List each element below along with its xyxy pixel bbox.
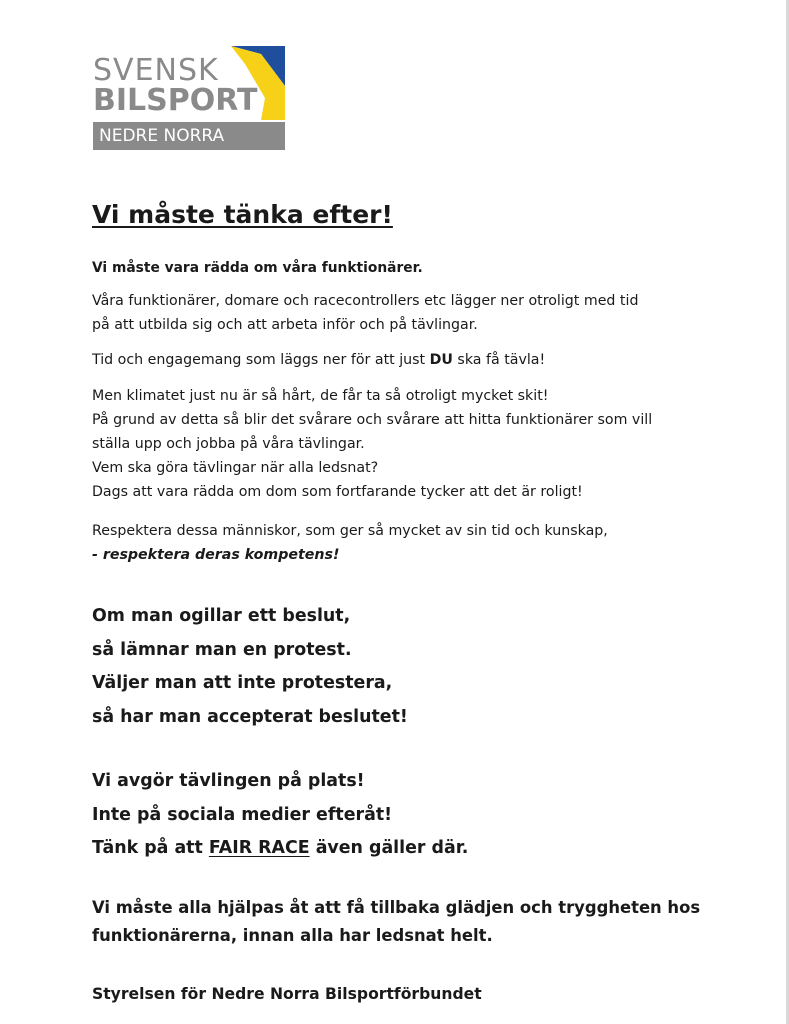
protest-block	[92, 600, 408, 734]
page-title: Vi måste tänka efter!	[92, 200, 393, 229]
text-line: Inte på sociala medier efteråt!	[92, 804, 393, 825]
logo-region-banner: NEDRE NORRA	[93, 122, 285, 150]
text-line: ställa upp och jobba på våra tävlingar.	[92, 436, 365, 452]
text-line: så lämnar man en protest.	[92, 639, 352, 660]
text-span: även gäller där.	[309, 838, 469, 858]
emphasis-du: DU	[429, 352, 453, 368]
text-line: Vi måste alla hjälpas åt att få tillbaka glädjen och tryggheten hos	[92, 898, 701, 917]
text-line: funktionärerna, innan alla har ledsnat helt.	[92, 926, 493, 945]
text-line: På grund av detta så blir det svårare och svårare att hitta funktionärer som vill	[92, 412, 653, 428]
signature: Styrelsen för Nedre Norra Bilsportförbundet	[92, 985, 482, 1003]
paragraph-climate	[92, 384, 652, 504]
svensk-bilsport-logo	[93, 46, 285, 150]
text-line: på att utbilda sig och att arbeta inför och på tävlingar.	[92, 317, 478, 333]
text-span: Tänk på att	[92, 838, 209, 858]
paragraph-engagement	[92, 348, 545, 372]
text-line: Respektera dessa människor, som ger så mycket av sin tid och kunskap,	[92, 523, 608, 539]
text-line: så har man accepterat beslutet!	[92, 706, 408, 727]
logo-line-bilsport: BILSPORT	[93, 83, 258, 118]
text-line: Vi avgör tävlingen på plats!	[92, 771, 365, 791]
logo-line-svensk: SVENSK	[93, 53, 219, 88]
subheading: Vi måste vara rädda om våra funktionärer.	[92, 260, 423, 276]
text-line	[92, 832, 468, 866]
text-line: Vem ska göra tävlingar när alla ledsnat?	[92, 460, 379, 476]
text-line: Om man ogillar ett beslut,	[92, 606, 351, 626]
text-line: Våra funktionärer, domare och racecontrollers etc lägger ner otroligt med tid	[92, 293, 639, 309]
logo-swoosh-icon	[231, 46, 285, 120]
closing-paragraph	[92, 894, 700, 950]
text-line: Väljer man att inte protestera,	[92, 673, 393, 693]
fair-race-block	[92, 765, 468, 866]
text-span: Tid och engagemang som läggs ner för att just	[92, 352, 430, 368]
text-line: Men klimatet just nu är så hårt, de får ta så otroligt mycket skit!	[92, 388, 549, 404]
emphasis-line: - respektera deras kompetens!	[92, 547, 340, 563]
text-span: ska få tävla!	[452, 352, 546, 368]
paragraph-respect	[92, 519, 608, 567]
text-line: Dags att vara rädda om dom som fortfarande tycker att det är roligt!	[92, 484, 583, 500]
paragraph-officials	[92, 289, 638, 337]
fair-race-underlined: FAIR RACE	[208, 838, 310, 858]
